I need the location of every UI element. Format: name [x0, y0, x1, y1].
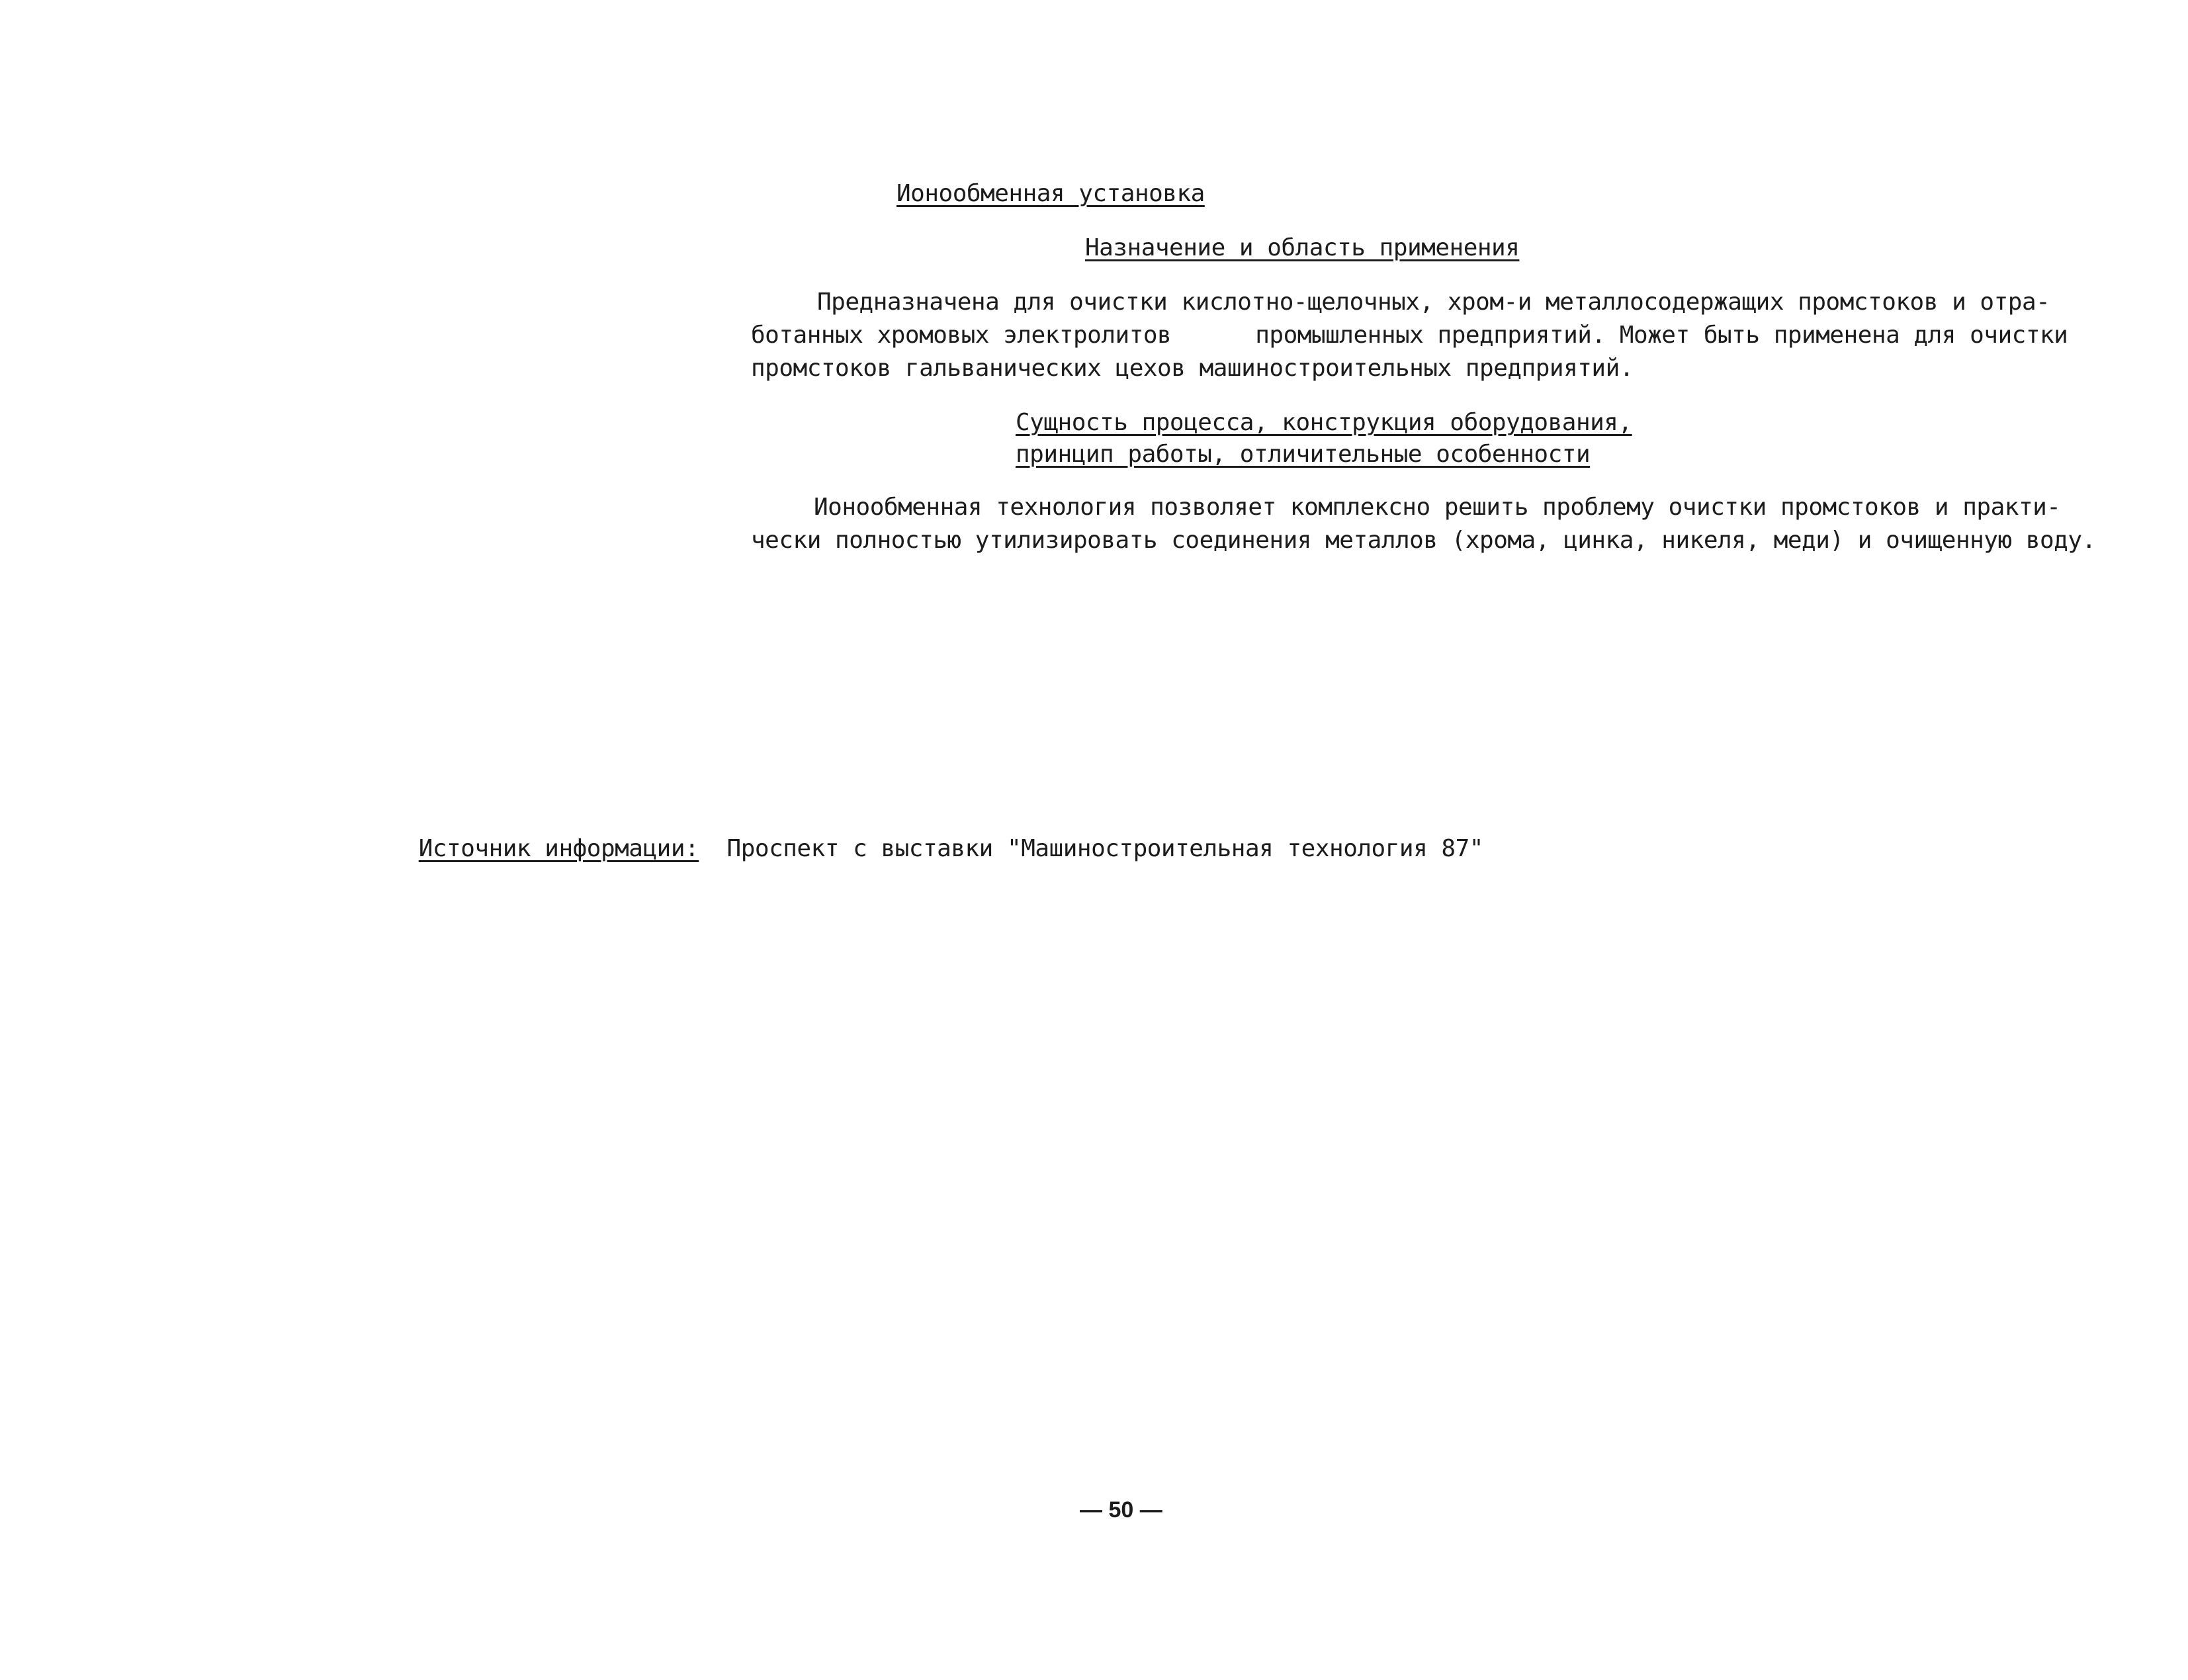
section2-heading-line-1: Сущность процесса, конструкция оборудования, [1016, 409, 1632, 436]
section2-heading-line-2: принцип работы, отличительные особенности [1016, 441, 1591, 468]
document-title: Ионообменная установка [897, 180, 1205, 207]
section2-paragraph-line-2: чески полностью утилизировать соединения металлов (хрома, цинка, никеля, меди) и очищенную воду. [751, 527, 2096, 554]
section2-paragraph-line-1: Ионообменная технология позволяет комплексно решить проблему очистки промстоков и практи- [814, 494, 2061, 521]
page-number: — 50 — [1080, 1497, 1162, 1523]
section1-paragraph-line-1: Предназначена для очистки кислотно-щелочных, хром-и металлосодержащих промстоков и отра- [817, 288, 2050, 316]
section1-paragraph-line-2: ботанных хромовых электролитов промышленных предприятий. Может быть применена для очистки [751, 322, 2068, 349]
section1-heading: Назначение и область применения [1085, 234, 1520, 261]
source-text: Проспект с выставки "Машиностроительная технология 87" [726, 835, 1483, 862]
section1-paragraph-line-3: промстоков гальванических цехов машиностроительных предприятий. [751, 355, 1634, 382]
source-label: Источник информации: [418, 835, 699, 862]
source-line [363, 799, 1483, 899]
